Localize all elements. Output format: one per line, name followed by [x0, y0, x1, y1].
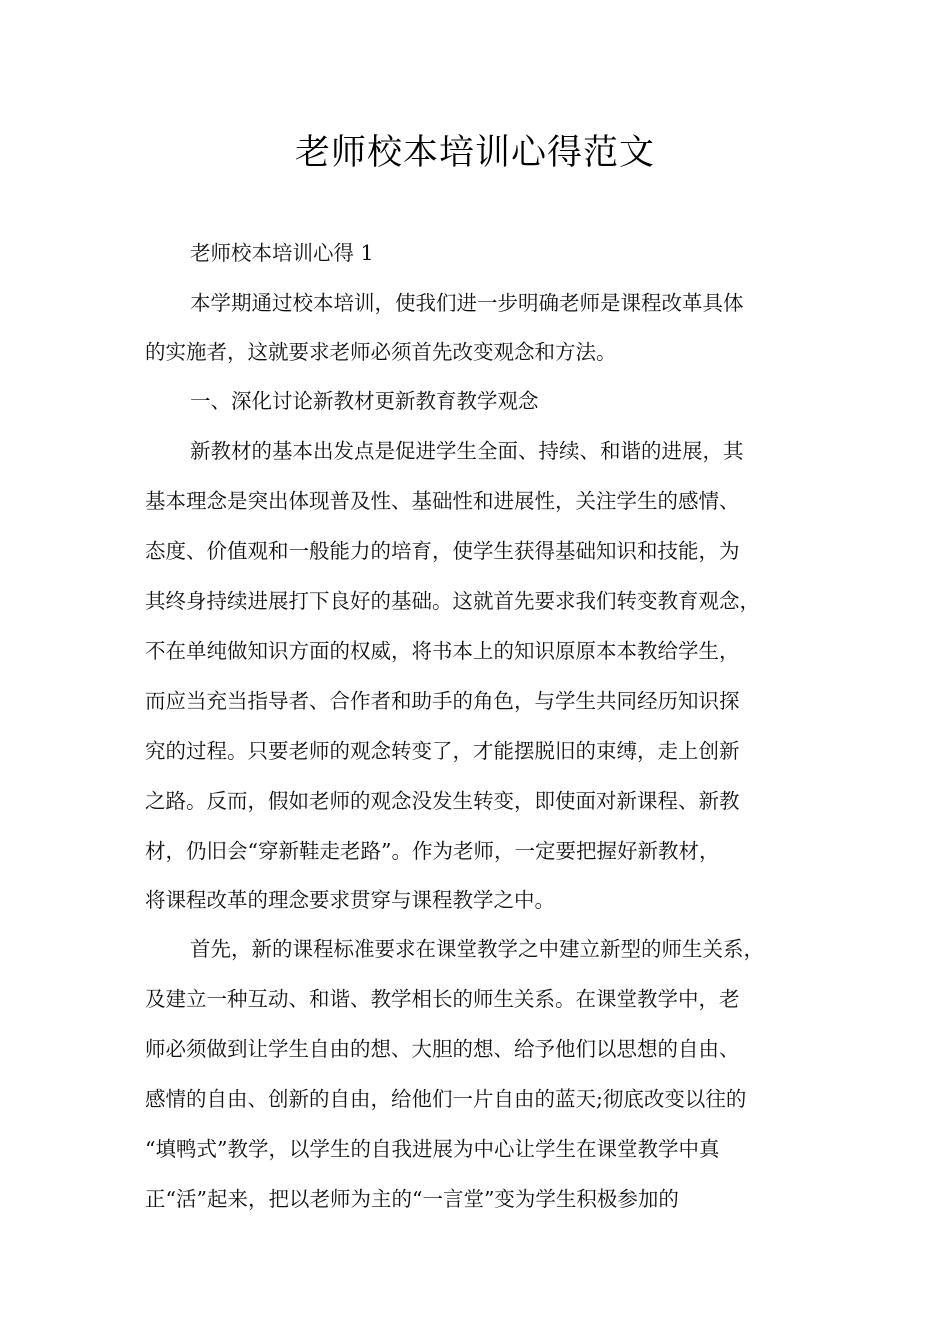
paragraph-line: 其终身持续进展打下良好的基础。这就首先要求我们转变教育观念， — [145, 589, 760, 613]
paragraph-line: 将课程改革的理念要求贯穿与课程教学之中。 — [145, 888, 555, 912]
paragraph-line: 之路。反而，假如老师的观念没发生转变，即使面对新课程、新教 — [145, 789, 740, 813]
paragraph-line: 态度、价值观和一般能力的培育，使学生获得基础知识和技能，为 — [145, 539, 740, 563]
paragraph-line: 基本理念是突出体现普及性、基础性和进展性，关注学生的感情、 — [145, 489, 740, 513]
paragraph-line: 感情的自由、创新的自由，给他们一片自由的蓝天;彻底改变以往的 — [145, 1087, 747, 1111]
document-title: 老师校本培训心得范文 — [294, 133, 655, 173]
paragraph-line: 首先，新的课程标准要求在课堂教学之中建立新型的师生关系， — [190, 937, 764, 961]
paragraph-line: 师必须做到让学生自由的想、大胆的想、给予他们以思想的自由、 — [145, 1037, 740, 1061]
paragraph-line: “填鸭式”教学，以学生的自我进展为中心让学生在课堂教学中真 — [145, 1137, 720, 1161]
paragraph-line: 及建立一种互动、和谐、教学相长的师生关系。在课堂教学中，老 — [145, 987, 740, 1011]
paragraph-line: 而应当充当指导者、合作者和助手的角色，与学生共同经历知识探 — [145, 689, 740, 713]
paragraph-line: 新教材的基本出发点是促进学生全面、持续、和谐的进展，其 — [190, 439, 744, 463]
paragraph-line: 的实施者，这就要求老师必须首先改变观念和方法。 — [145, 340, 617, 364]
paragraph-line: 正“活”起来，把以老师为主的“一言堂”变为学生积极参加的 — [145, 1187, 679, 1211]
paragraph-line: 材，仍旧会“穿新鞋走老路”。作为老师，一定要把握好新教材， — [145, 839, 720, 863]
section-heading: 一、深化讨论新教材更新教育教学观念 — [190, 389, 539, 413]
paragraph-line: 本学期通过校本培训，使我们进一步明确老师是课程改革具体 — [190, 291, 744, 315]
paragraph-line: 究的过程。只要老师的观念转变了，才能摆脱旧的束缚，走上创新 — [145, 739, 740, 763]
paragraph-line: 不在单纯做知识方面的权威，将书本上的知识原原本本教给学生， — [145, 639, 740, 663]
section-heading: 老师校本培训心得 1 — [190, 241, 374, 265]
